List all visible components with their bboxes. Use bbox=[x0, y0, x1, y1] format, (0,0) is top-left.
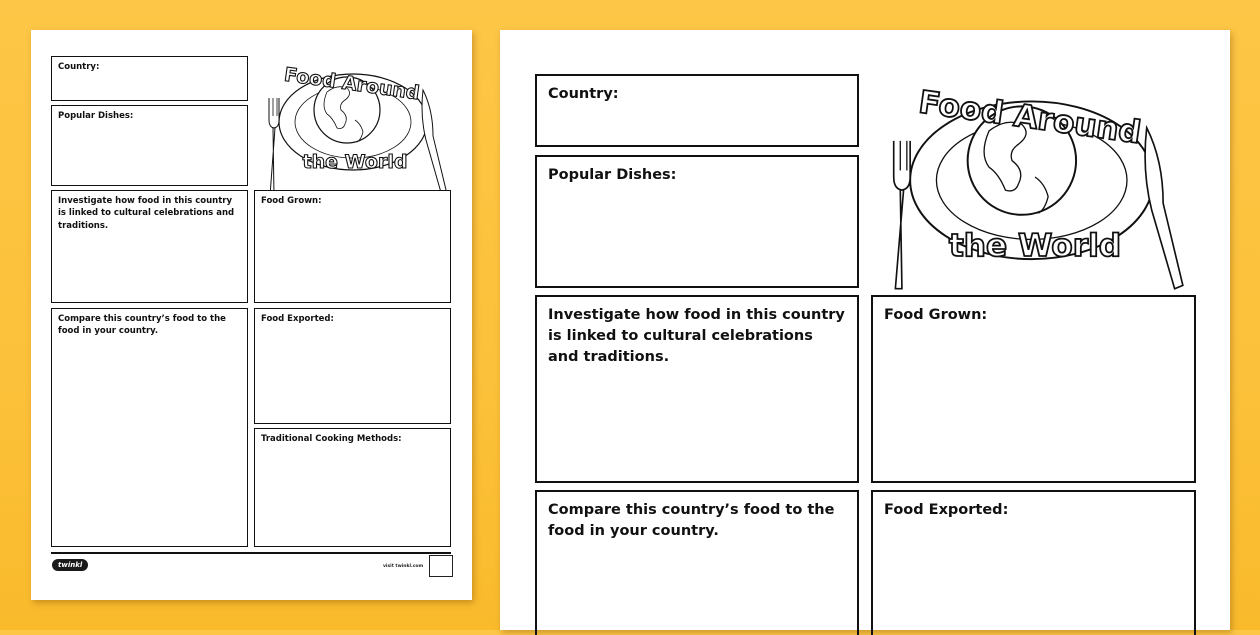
country-label: Country: bbox=[58, 62, 100, 72]
country-field bbox=[51, 56, 248, 101]
worksheet-preview-small bbox=[31, 30, 472, 600]
footer-divider bbox=[51, 552, 451, 554]
popular-dishes-label: Popular Dishes: bbox=[548, 167, 677, 183]
food-grown-label: Food Grown: bbox=[261, 196, 322, 206]
footer-visit-label: visit twinkl.com bbox=[383, 564, 424, 569]
compare-label: Compare this country’s food to the food in your country. bbox=[548, 502, 835, 540]
investigate-field bbox=[535, 295, 859, 483]
food-around-the-world-logo bbox=[870, 62, 1200, 292]
traditional-cooking-field bbox=[254, 428, 451, 547]
country-label: Country: bbox=[548, 86, 619, 102]
traditional-cooking-label: Traditional Cooking Methods: bbox=[261, 434, 402, 444]
quality-stamp-icon bbox=[429, 555, 453, 577]
food-exported-field bbox=[871, 490, 1196, 635]
footer-visit-text bbox=[383, 564, 423, 569]
worksheet-page-large bbox=[500, 30, 1230, 630]
logo-title-line2: the World bbox=[948, 227, 1122, 264]
country-field bbox=[535, 74, 859, 147]
investigate-label: Investigate how food in this country is linked to cultural celebrations and traditions. bbox=[548, 307, 845, 366]
popular-dishes-field bbox=[535, 155, 859, 288]
food-exported-label: Food Exported: bbox=[261, 314, 334, 324]
investigate-field bbox=[51, 190, 248, 303]
food-exported-field bbox=[254, 308, 451, 424]
food-around-the-world-logo bbox=[255, 50, 455, 190]
compare-field bbox=[51, 308, 248, 547]
food-grown-field bbox=[254, 190, 451, 303]
compare-label: Compare this country’s food to the food in your country. bbox=[58, 314, 226, 337]
investigate-label: Investigate how food in this country is linked to cultural celebrations and traditions. bbox=[58, 196, 235, 231]
food-grown-label: Food Grown: bbox=[884, 307, 988, 323]
food-grown-field bbox=[871, 295, 1196, 483]
logo-title-line1: Food Around bbox=[916, 84, 1144, 152]
popular-dishes-label: Popular Dishes: bbox=[58, 111, 134, 121]
twinkl-logo bbox=[52, 559, 88, 571]
compare-field bbox=[535, 490, 859, 635]
logo-title-line2: the World bbox=[302, 151, 408, 173]
twinkl-logo-text: twinkl bbox=[58, 561, 83, 569]
food-exported-label: Food Exported: bbox=[884, 502, 1009, 518]
popular-dishes-field bbox=[51, 105, 248, 186]
logo-title-line1: Food Around bbox=[282, 63, 421, 105]
